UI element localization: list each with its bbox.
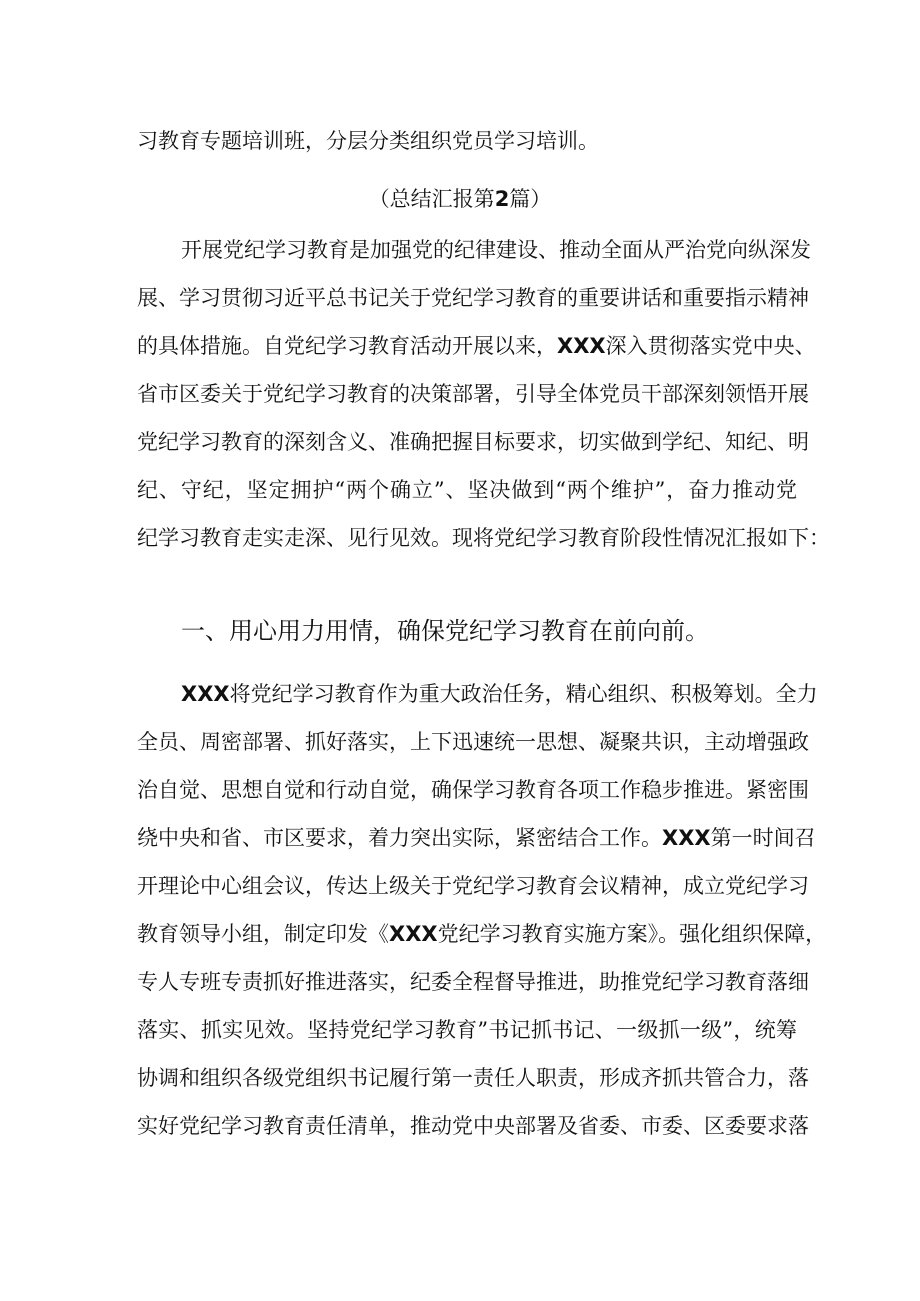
section-line-7: 专人专班专责抓好推进落实，纪委全程督导推进，助推党纪学习教育落细 xyxy=(137,970,809,994)
intro-line-1: 开展党纪学习教育是加强党的纪律建设、推动全面从严治党向纵深发 xyxy=(181,238,811,262)
org-placeholder: XXX xyxy=(662,826,711,850)
section-line-1-post: 将党纪学习教育作为重大政治任务，精心组织、积极筹划。全力 xyxy=(229,682,818,706)
intro-line-3-post: 深入贯彻落实党中央、 xyxy=(605,334,816,358)
intro-line-2: 展、学习贯彻习近平总书记关于党纪学习教育的重要讲话和重要指示精神 xyxy=(137,286,809,310)
org-placeholder: XXX xyxy=(557,334,606,358)
subtitle-open: （总结汇报第 xyxy=(368,187,495,211)
section-line-2: 全员、周密部署、抓好落实，上下迅速统一思想、凝聚共识，主动增强政 xyxy=(137,730,809,754)
section-line-5: 开理论中心组会议，传达上级关于党纪学习教育会议精神，成立党纪学习 xyxy=(137,874,809,898)
section-line-8: 落实、抓实见效。坚持党纪学习教育”书记抓书记、一级抓一级”，统筹 xyxy=(137,1018,797,1042)
section-line-9: 协调和组织各级党组织书记履行第一责任人职责，形成齐抓共管合力，落 xyxy=(137,1066,809,1090)
section-line-6 xyxy=(137,921,827,947)
section-line-1 xyxy=(181,681,818,707)
intro-line-3-pre: 的具体措施。自党纪学习教育活动开展以来， xyxy=(137,334,557,358)
intro-line-7: 纪学习教育走实走深、见行见效。现将党纪学习教育阶段性情况汇报如下： xyxy=(137,526,830,550)
section-line-4 xyxy=(137,825,816,851)
section-line-4-pre: 绕中央和省、市区要求，着力突出实际，紧密结合工作。 xyxy=(137,826,662,850)
org-placeholder: XXX xyxy=(389,922,438,946)
section-line-6-post: 党纪学习教育实施方案》。强化组织保障， xyxy=(437,922,827,946)
subtitle-number: 2 xyxy=(494,187,510,211)
intro-line-4: 省市区委关于党纪学习教育的决策部署，引导全体党员干部深刻领悟开展 xyxy=(137,382,809,406)
section-line-3: 治自觉、思想自觉和行动自觉，确保学习教育各项工作稳步推进。紧密围 xyxy=(137,778,809,802)
org-placeholder: XXX xyxy=(181,682,230,706)
intro-line-5: 党纪学习教育的深刻含义、准确把握目标要求，切实做到学纪、知纪、明 xyxy=(137,430,809,454)
section-line-10: 实好党纪学习教育责任清单，推动党中央部署及省委、市委、区委要求落 xyxy=(137,1114,809,1138)
section-heading: 一、用心用力用情，确保党纪学习教育在前向前。 xyxy=(181,617,709,645)
intro-line-3 xyxy=(137,333,816,359)
subtitle xyxy=(0,186,920,212)
section-line-4-post: 第一时间召 xyxy=(710,826,816,850)
lead-text-line: 习教育专题培训班，分层分类组织党员学习培训。 xyxy=(137,129,599,153)
subtitle-close: 篇） xyxy=(509,187,552,211)
section-line-6-pre: 教育领导小组，制定印发《 xyxy=(137,922,389,946)
intro-line-6: 纪、守纪，坚定拥护“两个确立”、坚决做到“两个维护”，奋力推动党 xyxy=(137,478,797,502)
